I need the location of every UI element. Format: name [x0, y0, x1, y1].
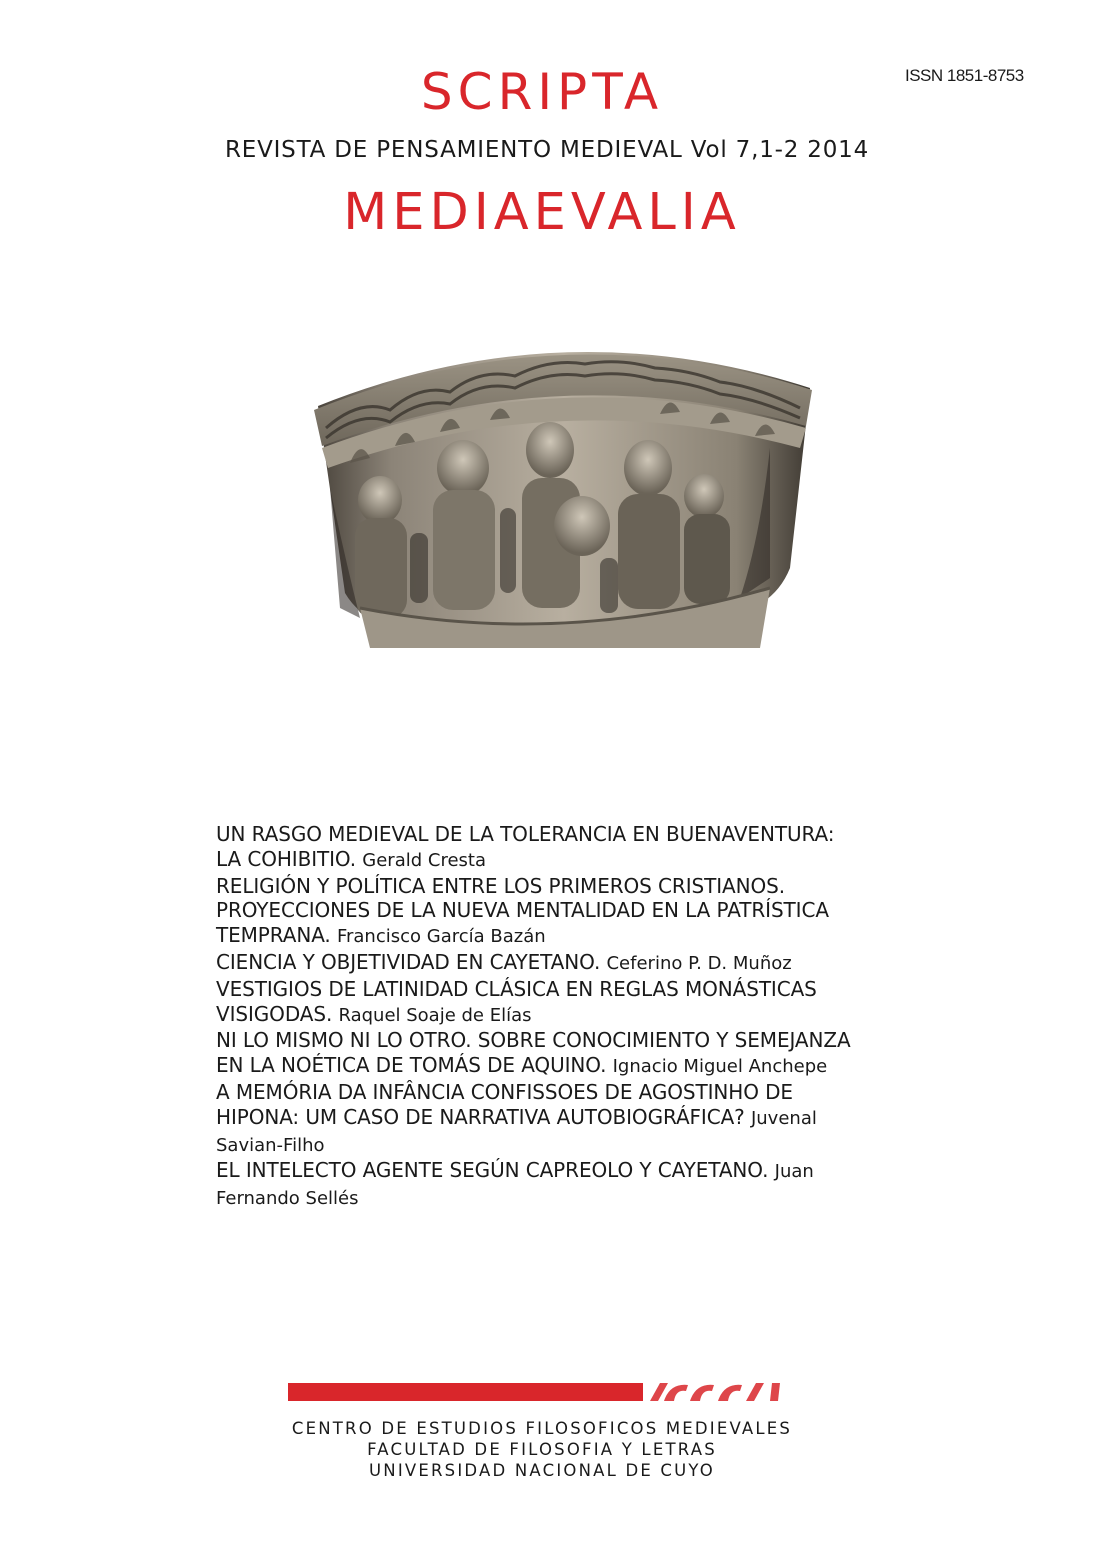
article-title: EL INTELECTO AGENTE SEGÚN CAPREOLO Y CAYETANO.: [216, 1158, 769, 1183]
column-capital-image: [300, 318, 825, 648]
publisher-center: CENTRO DE ESTUDIOS FILOSOFICOS MEDIEVALES: [291, 1419, 793, 1438]
toc-entry: [216, 822, 856, 874]
publisher-info: [0, 1418, 1084, 1481]
journal-subtitle: REVISTA DE PENSAMIENTO MEDIEVAL Vol 7,1-2 2014: [224, 137, 870, 163]
article-author: Gerald Cresta: [362, 849, 486, 871]
journal-title-mediaevalia: MEDIAEVALIA: [343, 183, 741, 242]
table-of-contents: [216, 822, 856, 1212]
article-author: Juvenal Savian-Filho: [216, 1107, 817, 1156]
toc-entry: [216, 1080, 856, 1158]
article-title: CIENCIA Y OBJETIVIDAD EN CAYETANO.: [216, 949, 601, 974]
article-title: RELIGIÓN Y POLÍTICA ENTRE LOS PRIMEROS CRISTIANOS. PROYECCIONES DE LA NUEVA MENTALIDAD EN LA PATRÍSTICA TEMPRANA.: [216, 873, 829, 948]
article-author: Ceferino P. D. Muñoz: [606, 952, 792, 974]
toc-entry: [216, 977, 856, 1029]
toc-entry: [216, 1158, 856, 1212]
article-author: Ignacio Miguel Anchepe: [612, 1056, 828, 1078]
toc-entry: [216, 1028, 856, 1080]
issn-number: ISSN 1851-8753: [905, 66, 1024, 85]
publisher-university: UNIVERSIDAD NACIONAL DE CUYO: [369, 1461, 715, 1480]
article-title: NI LO MISMO NI LO OTRO. SOBRE CONOCIMIENTO Y SEMEJANZA EN LA NOÉTICA DE TOMÁS DE AQUINO.: [216, 1028, 851, 1078]
publisher-logo-bar: [288, 1383, 788, 1401]
article-author: Francisco García Bazán: [336, 926, 546, 948]
toc-entry: [216, 950, 856, 977]
article-title: UN RASGO MEDIEVAL DE LA TOLERANCIA EN BUENAVENTURA: LA COHIBITIO.: [216, 822, 835, 871]
toc-entry: [216, 874, 856, 950]
article-title: A MEMÓRIA DA INFÂNCIA CONFISSOES DE AGOSTINHO DE HIPONA: UM CASO DE NARRATIVA AUTOBIOGRÁFICA?: [216, 1079, 793, 1129]
article-author: Juan Fernando Sellés: [216, 1161, 814, 1210]
publisher-faculty: FACULTAD DE FILOSOFIA Y LETRAS: [367, 1440, 717, 1459]
article-author: Raquel Soaje de Elías: [338, 1004, 532, 1026]
journal-title-scripta: SCRIPTA: [420, 63, 664, 121]
article-title: VESTIGIOS DE LATINIDAD CLÁSICA EN REGLAS MONÁSTICAS VISIGODAS.: [216, 976, 817, 1026]
